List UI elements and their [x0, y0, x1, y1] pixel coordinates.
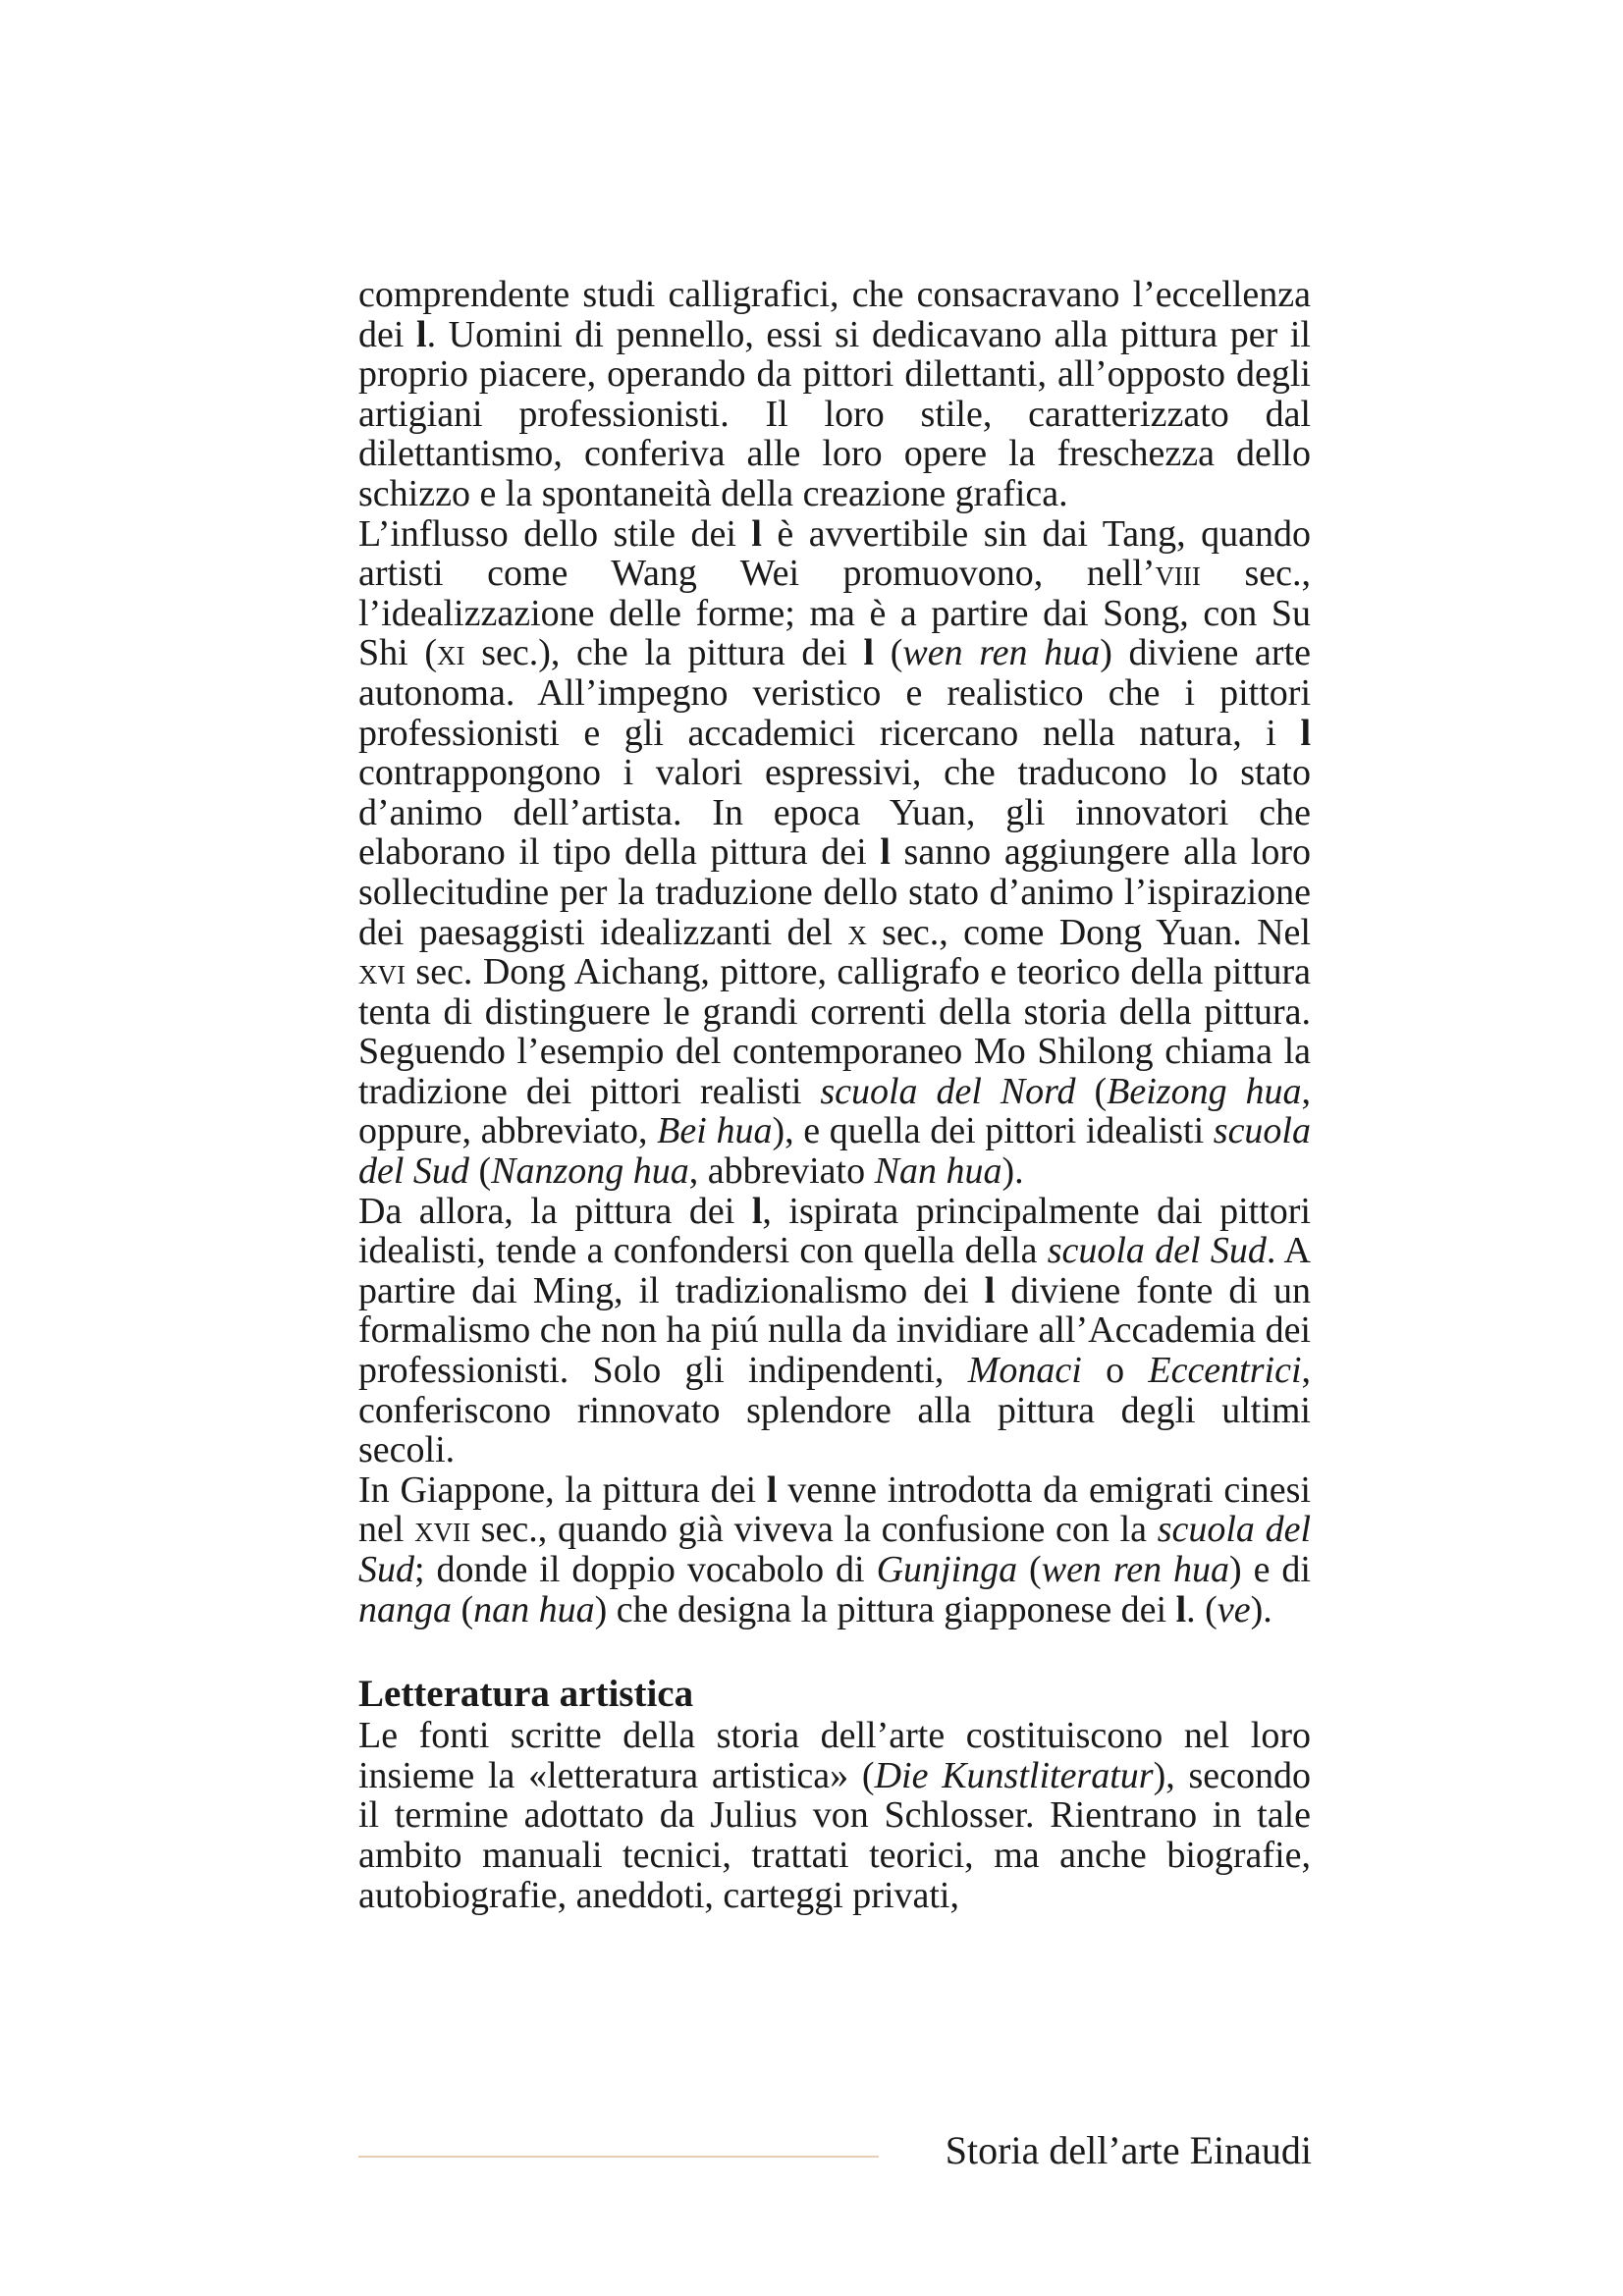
- section-heading: Letteratura artistica: [358, 1673, 694, 1716]
- text-segment: l: [766, 1468, 778, 1511]
- text-segment: L’influsso dello stile dei: [358, 512, 752, 555]
- text-segment: ), secondo il termine adottato da Julius von Schlosser. Rientrano in tale ambito manuali tecnici, trattati teorici, ma anche biografie, autobiografie, aneddoti, carteggi privati,: [358, 1754, 1312, 1916]
- text-segment: xi: [437, 632, 465, 674]
- text-segment: Beizong hua: [1107, 1070, 1302, 1112]
- text-segment: venne introdotta da emigrati cinesi nel: [358, 1468, 1311, 1551]
- text-segment: l: [1300, 712, 1311, 754]
- section-paragraph: [358, 1716, 1311, 1915]
- text-segment: wen ren hua: [902, 632, 1101, 674]
- text-segment: sec., quando già viveva la confusione con la: [470, 1509, 1158, 1551]
- text-segment: ) diviene arte autonoma. All’impegno veristico e realistico che i pittori professionisti e gli accademici ricercano nella natura, i: [358, 632, 1312, 754]
- text-segment: wen ren hua: [1041, 1549, 1230, 1590]
- text-segment: xvi: [358, 951, 406, 993]
- text-segment: nan hua: [473, 1588, 595, 1630]
- text-segment: l: [751, 512, 762, 555]
- text-segment: ve: [1217, 1588, 1251, 1630]
- text-segment: l: [863, 632, 875, 674]
- text-segment: Die Kunstliteratur: [874, 1754, 1154, 1796]
- text-segment: nanga: [358, 1588, 452, 1630]
- text-segment: (: [452, 1588, 474, 1630]
- text-segment: l: [880, 831, 891, 874]
- text-segment: In Giappone, la pittura dei: [358, 1468, 767, 1511]
- text-segment: x: [847, 911, 867, 953]
- text-segment: Monaci: [967, 1350, 1082, 1392]
- text-segment: l: [751, 1190, 763, 1232]
- text-segment: l: [1175, 1588, 1187, 1630]
- text-segment: ) che designa la pittura giapponese dei: [594, 1588, 1176, 1630]
- paragraph: [358, 1192, 1311, 1470]
- text-segment: . (: [1186, 1588, 1217, 1630]
- text-segment: scuola del Sud: [358, 1509, 1311, 1590]
- text-segment: l: [984, 1269, 996, 1311]
- page-body: [358, 275, 1311, 1915]
- text-segment: scuola del Sud: [1047, 1230, 1267, 1272]
- text-segment: comprendente studi calligrafici, che consacravano l’eccellenza dei: [358, 274, 1311, 355]
- text-segment: sanno aggiungere alla loro sollecitudine per la traduzione dello stato d’animo l’ispirazione dei paesaggisti idealizzanti del: [358, 831, 1311, 953]
- text-segment: ).: [1250, 1588, 1272, 1630]
- text-segment: , ispirata principalmente dai pittori idealisti, tende a confondersi con quella della: [358, 1190, 1311, 1272]
- text-segment: sec., come Dong Yuan. Nel: [866, 911, 1311, 953]
- text-segment: , oppure, abbreviato,: [358, 1070, 1312, 1152]
- text-segment: Da allora, la pittura dei: [358, 1190, 752, 1232]
- text-segment: scuola del Sud: [358, 1110, 1311, 1193]
- text-segment: , conferiscono rinnovato splendore alla pittura degli ultimi secoli.: [358, 1350, 1311, 1471]
- text-segment: Nanzong hua: [491, 1150, 689, 1193]
- text-segment: , abbreviato: [688, 1150, 875, 1193]
- text-segment: l: [416, 313, 427, 355]
- text-segment: (: [1075, 1070, 1108, 1112]
- text-segment: diviene fonte di un formalismo che non ha piú nulla da invidiare all’Accademia dei professionisti. Solo gli indipendenti,: [358, 1269, 1312, 1392]
- footer-rule: [358, 2156, 879, 2158]
- text-segment: scuola del Nord: [820, 1070, 1076, 1112]
- text-segment: sec. Dong Aichang, pittore, calligrafo e teorico della pittura tenta di distinguere le grandi correnti della storia della pittura. Seguendo l’esempio del contemporaneo Mo Shilong chiama la tradizione dei pittori realisti: [358, 951, 1311, 1112]
- paragraph: [358, 514, 1311, 1192]
- paragraph: [358, 275, 1311, 514]
- text-segment: . A partire dai Ming, il tradizionalismo dei: [358, 1230, 1311, 1311]
- text-segment: viii: [1155, 553, 1201, 595]
- text-segment: Eccentrici: [1148, 1350, 1302, 1392]
- text-segment: Gunjinga: [876, 1549, 1018, 1590]
- body-text: [358, 275, 1311, 1629]
- text-segment: è avvertibile sin dai Tang, quando artisti come Wang Wei promuovono, nell’: [358, 512, 1311, 595]
- footer-title: Storia dell’arte Einaudi: [945, 2128, 1312, 2172]
- text-segment: (: [874, 632, 903, 674]
- text-segment: ; donde il doppio vocabolo di: [414, 1549, 877, 1590]
- text-segment: o: [1081, 1350, 1149, 1392]
- text-segment: Le fonti scritte della storia dell’arte costituiscono nel loro insieme la «letteratura artistica» (: [358, 1715, 1311, 1796]
- text-segment: ).: [1001, 1150, 1024, 1193]
- text-segment: ), e quella dei pittori idealisti: [772, 1110, 1214, 1152]
- text-segment: (: [468, 1150, 492, 1193]
- text-segment: ) e di: [1229, 1549, 1311, 1590]
- text-segment: (: [1017, 1549, 1042, 1590]
- text-segment: Nan hua: [874, 1150, 1002, 1193]
- text-segment: . Uomini di pennello, essi si dedicavano alla pittura per il proprio piacere, operando da pittori dilettanti, all’opposto degli artigiani professionisti. Il loro stile, caratterizzato dal dilettantismo, conferiva alle loro opere la freschezza dello schizzo e la spontaneità della creazione grafica.: [358, 313, 1311, 514]
- text-segment: Bei hua: [657, 1110, 773, 1152]
- section-letteratura-artistica: [358, 1673, 1311, 1915]
- text-segment: contrappongono i valori espressivi, che traducono lo stato d’animo dell’artista. In epoca Yuan, gli innovatori che elaborano il tipo della pittura dei: [358, 752, 1311, 874]
- text-segment: sec., l’idealizzazione delle forme; ma è a partire dai Song, con Su Shi (: [358, 553, 1311, 674]
- text-segment: sec.), che la pittura dei: [464, 632, 864, 674]
- text-segment: xvii: [414, 1509, 471, 1551]
- paragraph: [358, 1470, 1311, 1629]
